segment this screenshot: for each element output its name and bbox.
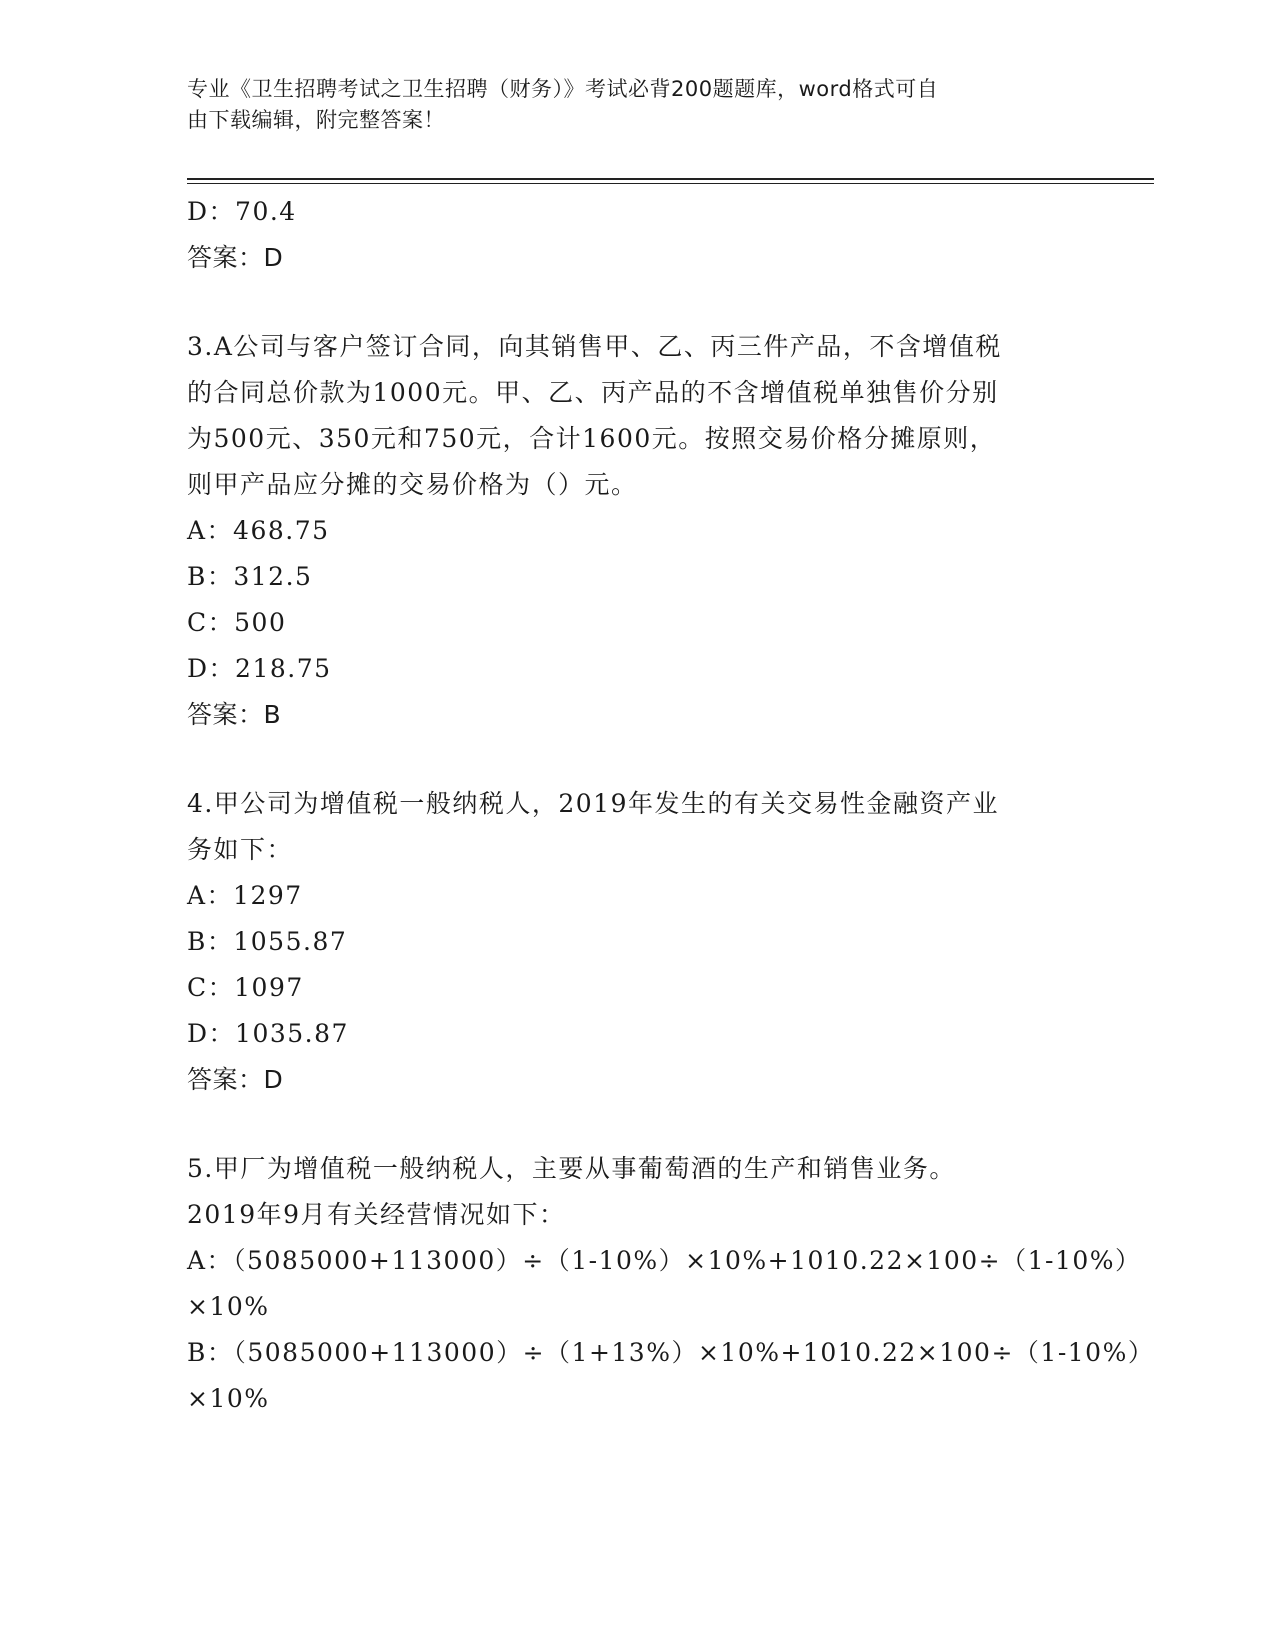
question-content: [187, 189, 1155, 1422]
header-line-2: 由下载编辑，附完整答案！: [187, 108, 445, 132]
q3-stem-line-4: 则甲产品应分摊的交易价格为（）元。: [187, 470, 638, 499]
header-rule-thick: [187, 178, 1154, 180]
q4-option-b: B：1055.87: [187, 927, 348, 956]
q3-option-a: A：468.75: [187, 516, 330, 545]
document-header: [187, 74, 1067, 136]
q3-stem-line-2: 的合同总价款为1000元。甲、乙、丙产品的不含增值税单独售价分别: [187, 378, 999, 407]
q5-stem-line-1: 5.甲厂为增值税一般纳税人，主要从事葡萄酒的生产和销售业务。: [187, 1154, 956, 1183]
q2-answer: 答案：D: [187, 243, 284, 272]
q3-option-c: C：500: [187, 608, 287, 637]
q4-answer: 答案：D: [187, 1065, 284, 1094]
q4-option-d: D：1035.87: [187, 1019, 349, 1048]
q4-stem-line-1: 4.甲公司为增值税一般纳税人，2019年发生的有关交易性金融资产业: [187, 789, 999, 818]
q5-option-a-continued: ×10%: [187, 1292, 270, 1321]
q5-option-a: A：（5085000+113000）÷（1-10%）×10%+1010.22×100÷（1-10%）: [187, 1246, 1142, 1275]
q4-option-a: A：1297: [187, 881, 303, 910]
header-rule-thin: [187, 183, 1154, 184]
q5-stem-line-2: 2019年9月有关经营情况如下：: [187, 1200, 566, 1229]
q3-stem-line-3: 为500元、350元和750元，合计1600元。按照交易价格分摊原则，: [187, 424, 997, 453]
q4-stem-line-2: 务如下：: [187, 835, 294, 864]
q3-answer: 答案：B: [187, 700, 282, 729]
q3-stem-line-1: 3.A公司与客户签订合同，向其销售甲、乙、丙三件产品，不含增值税: [187, 332, 1002, 361]
header-line-1: 专业《卫生招聘考试之卫生招聘（财务）》考试必背200题题库，word格式可自: [187, 77, 939, 101]
spacer: [187, 1103, 1087, 1146]
q5-option-b: B：（5085000+113000）÷（1+13%）×10%+1010.22×100÷（1-10%）: [187, 1338, 1155, 1367]
q4-option-c: C：1097: [187, 973, 304, 1002]
q3-option-d: D：218.75: [187, 654, 332, 683]
spacer: [187, 738, 1087, 781]
q5-option-b-continued: ×10%: [187, 1384, 270, 1413]
spacer: [187, 281, 1087, 324]
q3-option-b: B：312.5: [187, 562, 313, 591]
q2-option-d: D：70.4: [187, 197, 297, 226]
